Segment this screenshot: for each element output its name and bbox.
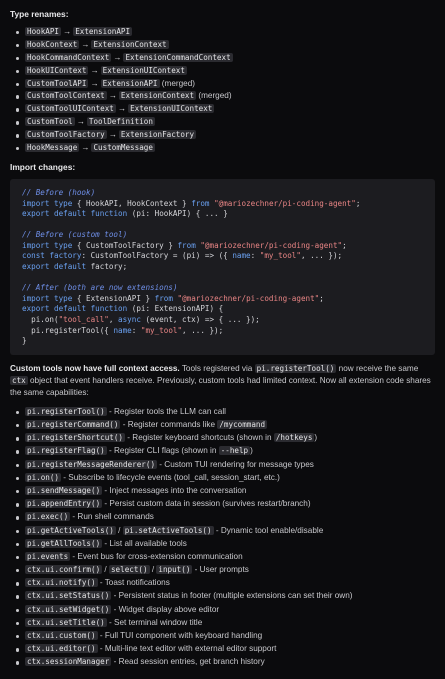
api-description: - Set terminal window title — [106, 617, 203, 627]
code-text: (event, ctx) => { ... }); — [140, 315, 260, 325]
list-item — [25, 445, 435, 458]
code-keyword: type — [54, 198, 73, 208]
code-keyword: name — [113, 325, 132, 335]
code-keyword: export — [22, 262, 50, 272]
api-name: pi.events — [27, 551, 69, 561]
api-name: ctx.ui.editor() — [27, 644, 96, 654]
api-description: - Dynamic tool enable/disable — [213, 525, 324, 535]
code-text: (pi: ExtensionAPI) { — [131, 304, 224, 314]
api-description: - Subscribe to lifecycle events (tool_call, session_start, etc.) — [61, 472, 280, 482]
code-keyword: function — [90, 209, 128, 219]
new-type-name: ExtensionAPI — [75, 27, 131, 36]
new-type-name: ExtensionCommandContext — [125, 52, 231, 62]
list-item — [25, 617, 435, 630]
api-description: - List all available tools — [102, 538, 187, 548]
code-text: , — [108, 315, 119, 325]
api-name: pi.registerTool() — [27, 406, 105, 416]
type-renames-heading: Type renames: — [10, 9, 69, 19]
arrow-icon: → — [76, 117, 85, 127]
code-identifier: factory — [49, 251, 82, 261]
arrow-icon: → — [81, 39, 90, 49]
paragraph-text: object that event handlers receive. Previously, custom tools had limited context. Now all extension code shares the same capabilities: — [10, 375, 431, 397]
code-text: ; — [342, 240, 347, 250]
api-name: ctx.ui.notify() — [27, 578, 96, 588]
list-item — [25, 78, 435, 91]
list-item — [25, 52, 435, 65]
api-description: / — [149, 565, 157, 575]
api-description: ) — [314, 433, 318, 443]
list-item — [25, 511, 435, 524]
api-description: - Full TUI component with keyboard handling — [97, 631, 263, 640]
code-text: ; — [319, 293, 324, 303]
code-keyword: export — [22, 304, 50, 314]
type-renames-list — [10, 26, 435, 155]
list-item — [25, 577, 435, 590]
code-text: : — [131, 325, 141, 335]
code-string: "my_tool" — [259, 251, 301, 261]
list-item — [25, 419, 435, 432]
new-type-name: ExtensionFactory — [120, 130, 195, 140]
code-keyword: export — [22, 209, 50, 219]
api-name: pi.sendMessage() — [27, 485, 101, 495]
api-name: ctx.sessionManager — [27, 657, 110, 667]
code-string: "@mariozechner/pi-coding-agent" — [200, 240, 343, 250]
code-text: factory; — [90, 262, 128, 272]
api-name: pi.registerCommand() — [27, 420, 119, 429]
code-keyword: function — [90, 304, 128, 314]
new-type-name: CustomMessage — [93, 143, 153, 153]
code-keyword: async — [118, 315, 141, 325]
api-description: - Register commands like — [120, 420, 218, 429]
new-type-name: ExtensionUIContext — [102, 65, 185, 75]
context-paragraph — [10, 363, 435, 399]
list-item — [25, 129, 435, 142]
code-keyword: default — [54, 262, 87, 272]
api-name: pi.registerFlag() — [27, 446, 105, 456]
list-item — [25, 39, 435, 52]
code-text: pi.registerTool({ — [22, 325, 114, 335]
api-description: - Custom TUI rendering for message types — [157, 459, 314, 469]
inline-code: --help — [220, 446, 249, 456]
api-name: pi.registerShortcut() — [27, 433, 124, 443]
code-text: : — [250, 251, 260, 261]
api-name: pi.registerMessageRenderer() — [27, 459, 156, 469]
old-type-name: CustomToolAPI — [27, 78, 87, 88]
code-text: , ... }); — [300, 251, 343, 261]
inline-code: /hotkeys — [275, 433, 313, 443]
api-description: ) — [250, 446, 253, 456]
api-name: ctx.ui.setStatus() — [27, 591, 110, 601]
api-description: - Multi-line text editor with external editor support — [97, 644, 277, 654]
paragraph-text: now receive the same — [336, 363, 419, 373]
new-type-name: ExtensionContext — [93, 39, 167, 49]
list-item — [25, 142, 435, 155]
capabilities-list — [10, 406, 435, 670]
arrow-icon: → — [117, 104, 127, 114]
code-keyword: default — [54, 304, 87, 314]
code-comment: // Before (hook) — [22, 187, 96, 197]
list-item — [25, 656, 435, 669]
old-type-name: CustomTool — [27, 117, 73, 127]
api-description: - Persistent status in footer (multiple extensions can set their own) — [111, 591, 353, 601]
api-name: pi.getAllTools() — [27, 538, 101, 548]
inline-code: ctx — [12, 375, 26, 385]
old-type-name: CustomToolContext — [27, 91, 105, 101]
import-changes-heading: Import changes: — [10, 161, 76, 172]
code-keyword: from — [177, 240, 196, 250]
code-text: { ExtensionAPI } — [76, 293, 151, 303]
code-keyword: import — [22, 198, 50, 208]
code-keyword: name — [232, 251, 251, 261]
arrow-icon: → — [90, 78, 99, 88]
api-name: ctx.ui.confirm() — [27, 565, 101, 575]
list-item — [25, 65, 435, 78]
code-string: "@mariozechner/pi-coding-agent" — [214, 198, 356, 208]
list-item — [25, 498, 435, 511]
api-name: pi.exec() — [27, 512, 69, 522]
code-text: } — [22, 336, 27, 346]
code-comment: // Before (custom tool) — [22, 230, 128, 240]
arrow-icon: → — [63, 27, 72, 36]
code-text: { CustomToolFactory } — [76, 240, 173, 250]
code-comment: // After (both are now extensions) — [22, 283, 178, 293]
api-name: ctx.ui.custom() — [27, 631, 96, 640]
code-text: : CustomToolFactory = (pi) => ({ — [81, 251, 233, 261]
paragraph-text: Tools registered via — [179, 363, 255, 373]
api-name: ctx.ui.setTitle() — [27, 617, 105, 627]
api-description: - Event bus for cross-extension communication — [70, 551, 243, 561]
api-description: / — [115, 525, 123, 535]
old-type-name: HookMessage — [27, 143, 78, 153]
code-string: "@mariozechner/pi-coding-agent" — [177, 293, 320, 303]
code-keyword: import — [22, 293, 50, 303]
api-description: / — [102, 565, 109, 575]
api-name: ctx.ui.setWidget() — [27, 604, 110, 614]
arrow-icon: → — [108, 130, 117, 140]
list-item — [25, 90, 435, 103]
list-item — [25, 564, 435, 577]
old-type-name: CustomToolFactory — [27, 130, 105, 140]
api-description: - Register keyboard shortcuts (shown in — [125, 433, 274, 443]
bold-text: Custom tools now have full context access. — [10, 363, 180, 373]
api-description: - Read session entries, get branch history — [111, 657, 265, 667]
list-item — [25, 538, 435, 551]
rename-note: (merged) — [161, 78, 195, 88]
list-item — [25, 116, 435, 129]
api-name: pi.setActiveTools() — [124, 525, 212, 535]
rename-note: (merged) — [198, 91, 232, 101]
new-type-name: ToolDefinition — [88, 117, 153, 127]
old-type-name: CustomToolUIContext — [27, 104, 114, 114]
code-text: , ... }); — [182, 325, 224, 335]
list-item — [25, 630, 435, 643]
new-type-name: ExtensionContext — [120, 91, 195, 101]
code-block — [10, 179, 435, 355]
list-item — [25, 604, 435, 617]
inline-code: pi.registerTool() — [256, 363, 335, 373]
old-type-name: HookContext — [27, 39, 78, 49]
arrow-icon: → — [90, 65, 99, 75]
api-description: - Persist custom data in session (survives restart/branch) — [102, 499, 311, 509]
code-keyword: default — [54, 209, 87, 219]
inline-code: /mycommand — [219, 420, 266, 429]
api-description: - Run shell commands — [70, 512, 154, 522]
code-keyword: from — [191, 198, 210, 208]
code-text: pi.on( — [22, 315, 59, 325]
list-item — [25, 525, 435, 538]
api-name: pi.appendEntry() — [27, 499, 101, 509]
api-description: - Register tools the LLM can call — [106, 406, 226, 416]
arrow-icon: → — [113, 52, 122, 62]
list-item — [25, 485, 435, 498]
list-item — [25, 432, 435, 445]
new-type-name: ExtensionAPI — [102, 78, 158, 88]
code-string: "my_tool" — [140, 325, 183, 335]
code-keyword: const — [22, 251, 45, 261]
code-keyword: type — [54, 293, 73, 303]
code-text: { HookAPI, HookContext } — [76, 198, 187, 208]
old-type-name: HookCommandContext — [27, 52, 110, 62]
list-item — [25, 103, 435, 116]
arrow-icon: → — [81, 143, 90, 153]
new-type-name: ExtensionUIContext — [130, 104, 213, 114]
list-item — [25, 459, 435, 472]
code-keyword: type — [54, 240, 73, 250]
list-item — [25, 406, 435, 419]
old-type-name: HookUIContext — [27, 65, 87, 75]
arrow-icon: → — [108, 91, 117, 101]
list-item — [25, 551, 435, 564]
list-item — [25, 472, 435, 485]
code-text: ; — [355, 198, 361, 208]
list-item — [25, 590, 435, 603]
api-description: - Widget display above editor — [111, 604, 220, 614]
list-item — [25, 643, 435, 656]
api-description: - User prompts — [192, 565, 249, 575]
code-text: (pi: HookAPI) { ... } — [131, 209, 228, 219]
api-name: pi.on() — [27, 472, 60, 482]
api-description: - Register CLI flags (shown in — [106, 446, 219, 456]
api-name: input() — [158, 565, 191, 575]
list-item — [25, 26, 435, 39]
old-type-name: HookAPI — [27, 27, 60, 36]
api-name: pi.getActiveTools() — [27, 525, 114, 535]
code-string: "tool_call" — [58, 315, 109, 325]
code-keyword: import — [22, 240, 50, 250]
api-description: - Inject messages into the conversation — [102, 485, 247, 495]
api-description: - Toast notifications — [97, 578, 170, 588]
api-name: select() — [110, 565, 148, 575]
code-keyword: from — [154, 293, 173, 303]
